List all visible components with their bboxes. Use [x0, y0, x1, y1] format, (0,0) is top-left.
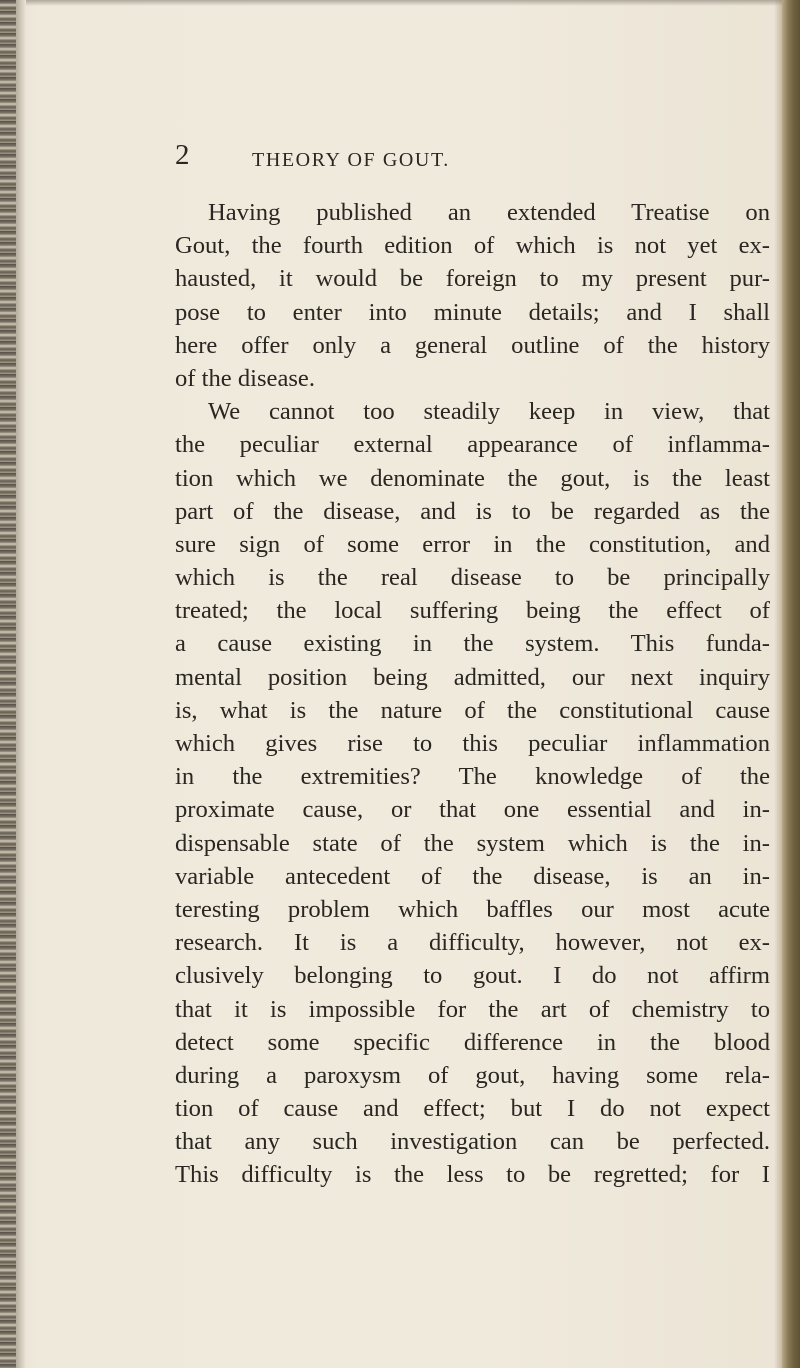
text-line: a cause existing in the system. This funda-	[175, 630, 770, 658]
text-line: detect some specific difference in the blood	[175, 1028, 770, 1056]
top-shadow	[26, 0, 786, 6]
paragraph-1	[175, 196, 770, 395]
text-line: the peculiar external appearance of inflamma-	[175, 431, 770, 459]
body-text	[175, 196, 770, 1192]
paragraph-2	[175, 395, 770, 1192]
text-line: dispensable state of the system which is the in-	[175, 829, 770, 857]
text-line: here offer only a general outline of the history	[175, 331, 770, 359]
text-line: This difficulty is the less to be regretted; for I	[175, 1161, 770, 1189]
page-number: 2	[175, 139, 190, 171]
text-line: pose to enter into minute details; and I shall	[175, 298, 770, 326]
text-line: We cannot too steadily keep in view, that	[208, 398, 770, 426]
text-line: variable antecedent of the disease, is an in-	[175, 862, 770, 890]
text-line: tion of cause and effect; but I do not expect	[175, 1095, 770, 1123]
binding-shadow	[16, 0, 26, 1368]
text-line: teresting problem which baffles our most acute	[175, 895, 770, 923]
text-line: which gives rise to this peculiar inflammation	[175, 730, 770, 757]
text-line: part of the disease, and is to be regarded as the	[175, 497, 770, 525]
text-line: is, what is the nature of the constitutional cause	[175, 696, 770, 724]
text-line: treated; the local suffering being the effect of	[175, 597, 770, 625]
text-line: tion which we denominate the gout, is the least	[175, 464, 770, 492]
text-line: of the disease.	[175, 364, 315, 392]
text-line: sure sign of some error in the constitution, and	[175, 530, 770, 558]
text-line: research. It is a difficulty, however, not ex-	[175, 929, 770, 957]
text-line: Gout, the fourth edition of which is not yet ex-	[175, 232, 770, 260]
text-line: Having published an extended Treatise on	[208, 199, 770, 226]
text-line: which is the real disease to be principally	[175, 564, 770, 592]
text-line: that any such investigation can be perfected.	[175, 1128, 770, 1156]
text-line: during a paroxysm of gout, having some rela-	[175, 1061, 770, 1089]
text-line: in the extremities? The knowledge of the	[175, 763, 770, 791]
text-line: proximate cause, or that one essential and in-	[175, 796, 770, 824]
text-line: clusively belonging to gout. I do not affirm	[175, 962, 770, 990]
binding-edge	[0, 0, 16, 1368]
text-line: hausted, it would be foreign to my present pur-	[175, 265, 770, 293]
running-head: THEORY OF GOUT.	[252, 149, 450, 171]
page-edge	[782, 0, 800, 1368]
text-line: mental position being admitted, our next inquiry	[175, 663, 770, 691]
text-line: that it is impossible for the art of chemistry to	[175, 995, 770, 1023]
page-edge-shade	[774, 0, 782, 1368]
